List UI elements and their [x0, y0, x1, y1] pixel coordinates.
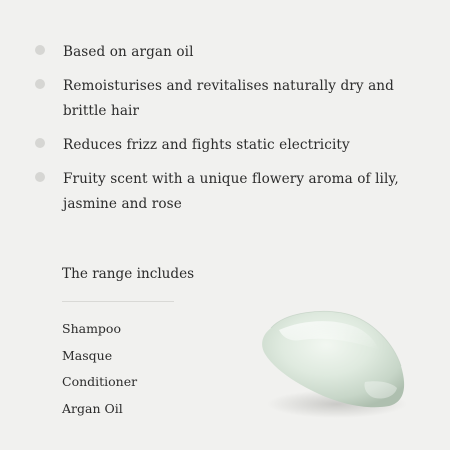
range-list — [62, 316, 137, 422]
cream-swatch-image — [245, 300, 415, 425]
feature-item — [35, 40, 425, 65]
bullet-dot-icon — [35, 172, 45, 182]
feature-text: Fruity scent with a unique flowery aroma of lily, jasmine and rose — [63, 171, 399, 212]
feature-text: Remoisturises and revitalises naturally dry and brittle hair — [63, 78, 394, 119]
range-item-masque: Masque — [62, 347, 113, 363]
feature-item — [35, 74, 425, 124]
bullet-dot-icon — [35, 45, 45, 55]
bullet-dot-icon — [35, 138, 45, 148]
feature-item — [35, 167, 425, 217]
range-item-shampoo: Shampoo — [62, 321, 121, 336]
feature-text: Reduces frizz and fights static electricity — [63, 137, 350, 153]
range-item-argan-oil: Argan Oil — [62, 400, 123, 416]
feature-list — [35, 40, 425, 226]
range-heading: The range includes — [62, 266, 195, 282]
feature-text: Based on argan oil — [63, 44, 194, 60]
feature-item — [35, 133, 425, 158]
range-divider — [62, 301, 174, 302]
bullet-dot-icon — [35, 79, 45, 89]
range-item-conditioner: Conditioner — [62, 374, 138, 389]
